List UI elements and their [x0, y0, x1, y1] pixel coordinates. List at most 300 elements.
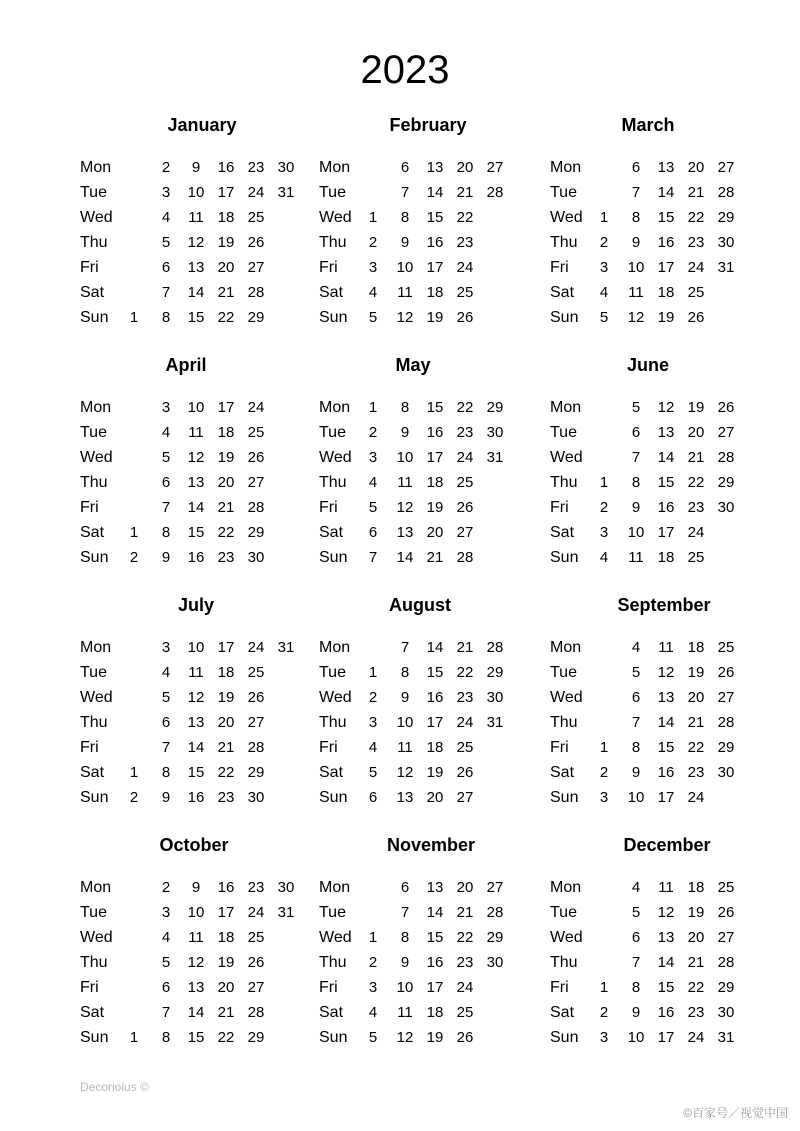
- weekday-row: [319, 158, 559, 183]
- date-cell: 22: [456, 399, 474, 416]
- weekday-row: [80, 523, 320, 548]
- weekday-label: Mon: [550, 879, 582, 896]
- date-cell: 18: [657, 549, 675, 566]
- date-cell: 30: [486, 424, 504, 441]
- date-cell: 29: [247, 309, 265, 326]
- date-cell: 26: [247, 234, 265, 251]
- date-cell: 25: [456, 284, 474, 301]
- date-cell: 13: [657, 159, 675, 176]
- date-cell: 20: [687, 689, 705, 706]
- weekday-row: [80, 953, 320, 978]
- weekday-label: Thu: [80, 474, 108, 491]
- date-cell: 18: [657, 284, 675, 301]
- weekday-row: [319, 1028, 559, 1053]
- date-cell: 6: [400, 159, 410, 176]
- weekday-label: Thu: [550, 954, 578, 971]
- date-cell: 8: [161, 1029, 171, 1046]
- date-cell: 12: [187, 689, 205, 706]
- date-cell: 2: [599, 234, 609, 251]
- weekday-label: Wed: [319, 449, 352, 466]
- weekday-label: Sat: [319, 524, 344, 541]
- date-cell: 19: [426, 309, 444, 326]
- date-cell: 23: [456, 689, 474, 706]
- date-cell: 3: [599, 789, 609, 806]
- date-cell: 24: [247, 184, 265, 201]
- weekday-label: Sun: [319, 549, 348, 566]
- date-cell: 27: [247, 474, 265, 491]
- date-cell: 15: [426, 209, 444, 226]
- date-cell: 1: [129, 1029, 139, 1046]
- date-cell: 22: [217, 764, 235, 781]
- date-cell: 4: [368, 284, 378, 301]
- weekday-label: Mon: [80, 399, 112, 416]
- date-cell: 24: [687, 524, 705, 541]
- weekday-label: Sat: [80, 524, 105, 541]
- date-cell: 21: [456, 184, 474, 201]
- weekday-row: [319, 953, 559, 978]
- date-cell: 27: [717, 929, 735, 946]
- date-cell: 12: [187, 234, 205, 251]
- date-cell: 3: [368, 449, 378, 466]
- weekday-label: Tue: [80, 664, 107, 681]
- date-cell: 17: [657, 789, 675, 806]
- date-cell: 15: [187, 524, 205, 541]
- date-cell: 5: [631, 904, 641, 921]
- date-cell: 11: [397, 284, 413, 301]
- date-cell: 9: [400, 424, 410, 441]
- date-cell: 26: [717, 399, 735, 416]
- date-cell: 28: [717, 184, 735, 201]
- date-cell: 7: [400, 904, 410, 921]
- date-cell: 13: [187, 714, 205, 731]
- weekday-row: [80, 928, 320, 953]
- weekday-label: Mon: [550, 399, 582, 416]
- date-cell: 30: [247, 549, 265, 566]
- month-title: March: [621, 115, 675, 135]
- date-cell: 20: [456, 879, 474, 896]
- date-cell: 7: [161, 499, 171, 516]
- date-cell: 11: [628, 549, 644, 566]
- date-cell: 19: [426, 1029, 444, 1046]
- date-cell: 9: [400, 689, 410, 706]
- date-cell: 17: [657, 259, 675, 276]
- date-cell: 27: [717, 159, 735, 176]
- weekday-row: [319, 183, 559, 208]
- date-cell: 19: [217, 234, 235, 251]
- date-cell: 16: [217, 879, 235, 896]
- date-cell: 13: [187, 474, 205, 491]
- date-cell: 21: [426, 549, 444, 566]
- date-cell: 15: [187, 309, 205, 326]
- date-cell: 15: [187, 764, 205, 781]
- date-cell: 8: [161, 309, 171, 326]
- month-february: [319, 114, 559, 344]
- date-cell: 23: [687, 234, 705, 251]
- weekday-label: Mon: [319, 399, 351, 416]
- date-cell: 29: [717, 474, 735, 491]
- date-cell: 30: [486, 954, 504, 971]
- weekday-label: Wed: [319, 209, 352, 226]
- date-cell: 8: [400, 399, 410, 416]
- date-cell: 21: [217, 284, 235, 301]
- date-cell: 11: [188, 929, 204, 946]
- weekday-label: Sun: [319, 789, 348, 806]
- date-cell: 15: [657, 739, 675, 756]
- weekday-row: [319, 548, 559, 573]
- weekday-row: [550, 1003, 790, 1028]
- month-title: October: [159, 835, 229, 855]
- date-cell: 9: [161, 789, 171, 806]
- date-cell: 25: [456, 739, 474, 756]
- date-cell: 8: [161, 764, 171, 781]
- date-cell: 16: [426, 424, 444, 441]
- weekday-row: [319, 713, 559, 738]
- date-cell: 5: [161, 954, 171, 971]
- date-cell: 22: [456, 929, 474, 946]
- date-cell: 22: [217, 309, 235, 326]
- date-cell: 31: [277, 639, 295, 656]
- weekday-label: Sun: [550, 549, 579, 566]
- weekday-label: Wed: [80, 449, 113, 466]
- date-cell: 27: [456, 524, 474, 541]
- weekday-label: Mon: [80, 639, 112, 656]
- weekday-row: [80, 763, 320, 788]
- weekday-row: [550, 233, 790, 258]
- weekday-row: [550, 953, 790, 978]
- date-cell: 5: [161, 234, 171, 251]
- date-cell: 13: [396, 789, 414, 806]
- weekday-label: Mon: [319, 159, 351, 176]
- weekday-label: Sat: [319, 1004, 344, 1021]
- date-cell: 30: [717, 764, 735, 781]
- date-cell: 15: [426, 929, 444, 946]
- date-cell: 8: [631, 474, 641, 491]
- date-cell: 4: [368, 474, 378, 491]
- weekday-label: Sun: [80, 789, 109, 806]
- weekday-label: Sat: [80, 764, 105, 781]
- date-cell: 4: [161, 209, 171, 226]
- date-cell: 5: [161, 689, 171, 706]
- date-cell: 2: [129, 549, 139, 566]
- weekday-row: [550, 208, 790, 233]
- weekday-row: [80, 738, 320, 763]
- date-cell: 26: [456, 1029, 474, 1046]
- date-cell: 28: [717, 954, 735, 971]
- date-cell: 10: [187, 904, 205, 921]
- weekday-row: [80, 258, 320, 283]
- date-cell: 14: [657, 954, 675, 971]
- date-cell: 10: [627, 524, 645, 541]
- weekday-row: [80, 788, 320, 813]
- date-cell: 15: [657, 474, 675, 491]
- date-cell: 31: [717, 259, 735, 276]
- month-title: May: [395, 355, 431, 375]
- date-cell: 10: [187, 639, 205, 656]
- weekday-row: [80, 713, 320, 738]
- date-cell: 23: [217, 549, 235, 566]
- year-title: 2023: [360, 48, 450, 92]
- date-cell: 10: [396, 259, 414, 276]
- date-cell: 14: [426, 904, 444, 921]
- weekday-label: Mon: [550, 639, 582, 656]
- weekday-label: Fri: [319, 499, 338, 516]
- weekday-label: Thu: [80, 954, 108, 971]
- date-cell: 20: [687, 424, 705, 441]
- weekday-row: [550, 498, 790, 523]
- month-october: [80, 834, 320, 1064]
- weekday-row: [80, 688, 320, 713]
- weekday-label: Thu: [319, 954, 347, 971]
- weekday-label: Mon: [319, 639, 351, 656]
- weekday-label: Sun: [550, 789, 579, 806]
- date-cell: 17: [217, 184, 235, 201]
- date-cell: 9: [631, 1004, 641, 1021]
- date-cell: 19: [217, 449, 235, 466]
- date-cell: 28: [717, 449, 735, 466]
- date-cell: 2: [368, 424, 378, 441]
- date-cell: 18: [217, 929, 235, 946]
- date-cell: 4: [368, 739, 378, 756]
- date-cell: 29: [247, 524, 265, 541]
- date-cell: 7: [368, 549, 378, 566]
- date-cell: 18: [217, 424, 235, 441]
- date-cell: 13: [657, 424, 675, 441]
- date-cell: 20: [217, 474, 235, 491]
- date-cell: 9: [191, 159, 201, 176]
- date-cell: 6: [631, 689, 641, 706]
- date-cell: 16: [426, 234, 444, 251]
- date-cell: 22: [687, 979, 705, 996]
- weekday-row: [319, 473, 559, 498]
- date-cell: 13: [426, 879, 444, 896]
- weekday-label: Tue: [80, 184, 107, 201]
- date-cell: 21: [217, 739, 235, 756]
- date-cell: 29: [247, 1029, 265, 1046]
- weekday-row: [550, 423, 790, 448]
- date-cell: 16: [657, 499, 675, 516]
- weekday-row: [550, 523, 790, 548]
- date-cell: 27: [456, 789, 474, 806]
- date-cell: 2: [599, 764, 609, 781]
- date-cell: 2: [368, 689, 378, 706]
- date-cell: 26: [456, 309, 474, 326]
- date-cell: 18: [426, 474, 444, 491]
- date-cell: 11: [628, 284, 644, 301]
- date-cell: 7: [400, 639, 410, 656]
- date-cell: 22: [687, 209, 705, 226]
- weekday-row: [550, 158, 790, 183]
- date-cell: 14: [657, 184, 675, 201]
- date-cell: 24: [456, 979, 474, 996]
- date-cell: 31: [717, 1029, 735, 1046]
- date-cell: 25: [717, 879, 735, 896]
- month-title: July: [177, 595, 215, 615]
- month-march: [550, 114, 790, 344]
- date-cell: 12: [627, 309, 645, 326]
- date-cell: 21: [456, 904, 474, 921]
- date-cell: 17: [657, 524, 675, 541]
- weekday-row: [319, 1003, 559, 1028]
- date-cell: 13: [657, 689, 675, 706]
- weekday-label: Thu: [550, 474, 578, 491]
- weekday-row: [80, 423, 320, 448]
- date-cell: 21: [687, 954, 705, 971]
- date-cell: 8: [161, 524, 171, 541]
- date-cell: 15: [426, 399, 444, 416]
- date-cell: 13: [187, 979, 205, 996]
- date-cell: 24: [456, 714, 474, 731]
- date-cell: 11: [188, 209, 204, 226]
- date-cell: 3: [599, 524, 609, 541]
- date-cell: 29: [717, 209, 735, 226]
- date-cell: 1: [129, 524, 139, 541]
- date-cell: 2: [599, 499, 609, 516]
- weekday-row: [550, 688, 790, 713]
- date-cell: 10: [396, 979, 414, 996]
- date-cell: 23: [687, 499, 705, 516]
- weekday-label: Wed: [550, 449, 583, 466]
- date-cell: 28: [247, 284, 265, 301]
- date-cell: 26: [247, 449, 265, 466]
- date-cell: 4: [631, 879, 641, 896]
- weekday-label: Wed: [319, 929, 352, 946]
- date-cell: 20: [426, 789, 444, 806]
- date-cell: 10: [627, 1029, 645, 1046]
- date-cell: 2: [161, 879, 171, 896]
- date-cell: 23: [247, 879, 265, 896]
- date-cell: 9: [400, 954, 410, 971]
- date-cell: 19: [687, 904, 705, 921]
- weekday-row: [550, 903, 790, 928]
- date-cell: 11: [658, 879, 674, 896]
- weekday-label: Tue: [319, 424, 346, 441]
- date-cell: 7: [631, 184, 641, 201]
- date-cell: 10: [627, 789, 645, 806]
- date-cell: 20: [687, 929, 705, 946]
- date-cell: 10: [396, 449, 414, 466]
- date-cell: 16: [657, 764, 675, 781]
- date-cell: 11: [397, 739, 413, 756]
- date-cell: 29: [717, 979, 735, 996]
- date-cell: 24: [687, 259, 705, 276]
- date-cell: 21: [687, 184, 705, 201]
- weekday-label: Thu: [319, 474, 347, 491]
- date-cell: 8: [400, 664, 410, 681]
- date-cell: 4: [631, 639, 641, 656]
- date-cell: 17: [217, 639, 235, 656]
- date-cell: 6: [368, 524, 378, 541]
- weekday-label: Thu: [319, 714, 347, 731]
- month-title: January: [167, 115, 237, 135]
- date-cell: 26: [456, 764, 474, 781]
- date-cell: 30: [277, 879, 295, 896]
- date-cell: 29: [247, 764, 265, 781]
- date-cell: 9: [191, 879, 201, 896]
- weekday-row: [319, 788, 559, 813]
- date-cell: 27: [717, 689, 735, 706]
- weekday-label: Fri: [80, 259, 99, 276]
- date-cell: 5: [368, 764, 378, 781]
- date-cell: 29: [486, 399, 504, 416]
- weekday-row: [80, 233, 320, 258]
- weekday-label: Sat: [80, 1004, 105, 1021]
- date-cell: 7: [161, 284, 171, 301]
- date-cell: 18: [217, 664, 235, 681]
- date-cell: 28: [717, 714, 735, 731]
- weekday-row: [319, 928, 559, 953]
- weekday-label: Wed: [550, 689, 583, 706]
- weekday-label: Fri: [550, 259, 569, 276]
- date-cell: 8: [400, 929, 410, 946]
- weekday-label: Sat: [319, 764, 344, 781]
- date-cell: 30: [717, 234, 735, 251]
- month-title: April: [165, 355, 207, 375]
- date-cell: 11: [658, 639, 674, 656]
- date-cell: 16: [187, 549, 205, 566]
- weekday-row: [550, 548, 790, 573]
- weekday-row: [80, 158, 320, 183]
- date-cell: 14: [657, 449, 675, 466]
- date-cell: 3: [599, 259, 609, 276]
- date-cell: 12: [657, 399, 675, 416]
- weekday-label: Fri: [550, 979, 569, 996]
- date-cell: 3: [161, 399, 171, 416]
- date-cell: 4: [368, 1004, 378, 1021]
- date-cell: 15: [657, 209, 675, 226]
- date-cell: 5: [368, 499, 378, 516]
- weekday-label: Sun: [550, 309, 579, 326]
- date-cell: 11: [397, 1004, 413, 1021]
- weekday-label: Thu: [80, 714, 108, 731]
- date-cell: 23: [456, 234, 474, 251]
- weekday-row: [550, 763, 790, 788]
- date-cell: 4: [161, 664, 171, 681]
- weekday-row: [80, 308, 320, 333]
- date-cell: 1: [368, 209, 378, 226]
- weekday-label: Tue: [80, 424, 107, 441]
- weekday-row: [80, 398, 320, 423]
- weekday-row: [550, 663, 790, 688]
- date-cell: 23: [456, 424, 474, 441]
- weekday-row: [319, 233, 559, 258]
- weekday-label: Wed: [80, 209, 113, 226]
- date-cell: 9: [631, 499, 641, 516]
- date-cell: 1: [368, 929, 378, 946]
- date-cell: 19: [657, 309, 675, 326]
- weekday-row: [80, 663, 320, 688]
- weekday-row: [319, 398, 559, 423]
- date-cell: 24: [456, 449, 474, 466]
- date-cell: 2: [368, 954, 378, 971]
- date-cell: 25: [247, 664, 265, 681]
- date-cell: 11: [397, 474, 413, 491]
- date-cell: 22: [456, 209, 474, 226]
- date-cell: 28: [486, 639, 504, 656]
- date-cell: 1: [368, 399, 378, 416]
- date-cell: 28: [486, 184, 504, 201]
- date-cell: 6: [161, 979, 171, 996]
- date-cell: 25: [247, 929, 265, 946]
- date-cell: 21: [687, 714, 705, 731]
- weekday-row: [319, 903, 559, 928]
- date-cell: 11: [188, 424, 204, 441]
- weekday-row: [319, 258, 559, 283]
- date-cell: 26: [247, 954, 265, 971]
- month-title: February: [389, 115, 467, 135]
- weekday-row: [80, 283, 320, 308]
- date-cell: 7: [400, 184, 410, 201]
- date-cell: 26: [456, 499, 474, 516]
